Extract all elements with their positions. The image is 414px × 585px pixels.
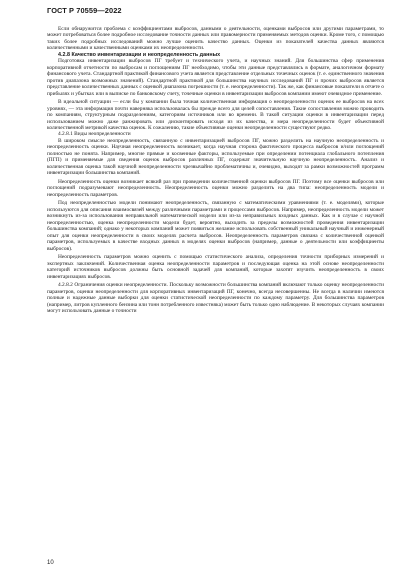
- paragraph: В широком смысле неопределенность, связанную с инвентаризацией выбросов ПГ, можно разделить на научную неопределенность и неопределенность оценки. Научная неопределенность возникает, когда научная сторона фактического процесса выбросов и/или поглощений полностью не понята. Например, многие прямые и косвенные факторы, используемые при определении потенциала глобального потепления (ПГП) и применяемые для сведения оценок выбросов различных ПГ, содержат значительную научную неопределенность. Анализ и количественная оценка такой научной неопределенности чрезвычайно проблематичны и, очевидно, выходят за рамки возможностей программ инвентаризации большинства компаний.: [47, 137, 384, 177]
- page-header: ГОСТ Р 70559—2022: [47, 6, 122, 15]
- section-heading: 4.2.8 Качество инвентаризации и неопределенность данных: [58, 51, 221, 58]
- paragraph: Подготовка инвентаризации выбросов ПГ требует и технического учета, и научных знаний. Для большинства сфер применения корпоративной отчетности по выбросам и поглощениям ПГ необходимо, чтобы эти данные представлялись в формате, аналогичном формату финансового учета. Стандартной практикой финансового учета является представление отдельных точечных оценок (т. е. единственного значения против диапазона возможных значений). Стандартной практикой для большинства научных исследований ПГ и прочих выбросов является представление количественных данных с оценкой диапазона погрешности (т. е. неопределенности). Так же, как финансовые показатели в отчете о прибылях и убытках или в выписке по банковскому счету, точечные оценки в инвентаризации выбросов компании имеют очевидное применение.: [47, 58, 384, 97]
- paragraph: В идеальной ситуации — если бы у компании была точная количественная информация о неопределенности оценок ее выбросов на всех уровнях, — эта информация почти наверняка использовалась бы прежде всего для целей сопоставления. Такие сопоставления можно проводить по компаниям, структурным подразделениям, категориям источников или во времени. В такой ситуации оценки в инвентаризации перед использованием можно даже ранжировать или дисконтировать исходя из их качества, и мера неопределенности будет объективной количественной метрикой качества оценок. К сожалению, такие объективные оценки неопределенности существуют редко.: [47, 99, 384, 131]
- subsection-heading: 4.2.8.1 Виды неопределенности: [58, 131, 131, 138]
- paragraph: Под неопределенностью модели понимают неопределенность, связанную с математическими уравнениями (т. е. моделями), которые используются для описания взаимосвязей между различными параметрами и процессами выбросов. Например, неопределенность модели может возникнуть из-за использования неправильной математической модели или из-за неправильных входных данных. Как и в случае с научной неопределенностью, оценка неопределенности модели будет, вероятно, выходить за пределы возможностей проведения инвентаризации большинства компаний; однако у некоторых компаний может появиться желание использовать собственный уникальный научный и инженерный опыт для оценки неопределенности в своих моделях расчета выбросов. Неопределенность параметров связана с количественной оценкой параметров, используемых в качестве входных данных в моделях оценки выбросов (например, данные о деятельности или коэффициенты выбросов).: [47, 200, 384, 252]
- page-number: 10: [47, 560, 54, 566]
- document-body: [47, 26, 384, 314]
- paragraph: 4.2.8.2 Ограничения оценки неопределенности. Поскольку возможности большинства компаний включают только оценку неопределенности параметров, оценки неопределенности для корпоративных инвентаризаций ПГ, конечно, всегда несовершенны. Не всегда в наличии имеются полные и надежные данные выборки для оценки статистической неопределенности по каждому параметру. Для большинства параметров (например, литров купленного бензина или тонн потребленного известняка) может быть только одно наблюдение. В некоторых случаях компании могут использовать данные о точности: [47, 282, 384, 314]
- paragraph: Неопределенность параметров можно оценить с помощью статистического анализа, определения точности приборных измерений и экспертных заключений. Количественная оценка неопределенности параметров и последующая оценка на этой основе неопределенности категорий источников выбросов должны быть основной задачей для компаний, которые захотят изучить неопределенность в своих инвентаризациях выбросов.: [47, 254, 384, 280]
- paragraph: Неопределенность оценки возникает всякий раз при проведении количественной оценки выбросов ПГ. Поэтому все оценки выбросов или поглощений подразумевают неопределенность. Неопределенность оценки можно разделить на два типа: неопределенность модели и неопределенность параметров.: [47, 178, 384, 198]
- paragraph: Если обнаружится проблема с коэффициентами выбросов, данными о деятельности, оценками выбросов или другими параметрами, то может потребоваться более подробное исследование точности данных или правомерности применяемых методов оценки. Кроме того, с помощью таких более подробных исследований можно лучше оценить качество данных. Оценки из показателей качества данных являются количественными и качественными оценками их неопределенности.: [47, 26, 384, 52]
